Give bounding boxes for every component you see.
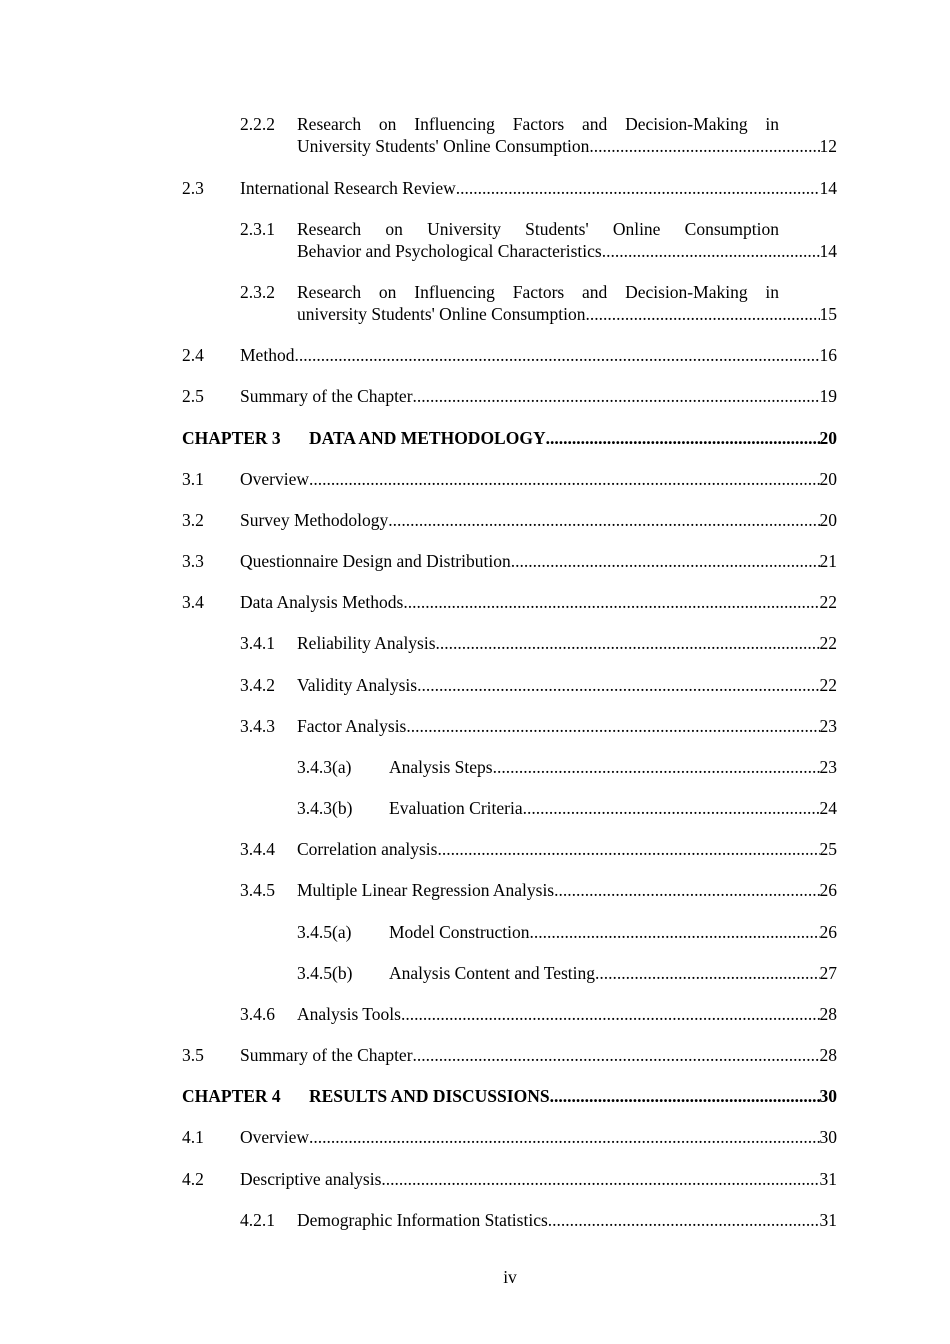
toc-entry-title: International Research Review ..... 14 bbox=[240, 177, 837, 199]
toc-entry-title: Reliability Analysis ..... 22 bbox=[297, 632, 837, 654]
toc-entry-title: Summary of the Chapter ..... 19 bbox=[240, 385, 837, 407]
toc-entry-number: 2.4 bbox=[182, 345, 204, 365]
toc-entry-title: Validity Analysis ..... 22 bbox=[297, 674, 837, 696]
toc-entry-number: 3.4.4 bbox=[240, 839, 275, 859]
toc-entry-title: Model Construction ..... 26 bbox=[389, 921, 837, 943]
toc-entry-number: 2.5 bbox=[182, 386, 204, 406]
toc-entry-title: Analysis Steps ..... 23 bbox=[389, 756, 837, 778]
toc-entry-number: 3.4.3(b) bbox=[297, 798, 353, 818]
toc-entry-number: 3.4.2 bbox=[240, 675, 275, 695]
toc-entry-number: 2.2.2 bbox=[240, 114, 275, 134]
toc-entry-title: Descriptive analysis ..... 31 bbox=[240, 1168, 837, 1190]
toc-page-number: 25 bbox=[819, 839, 837, 859]
toc-page-number: 22 bbox=[819, 592, 837, 612]
toc-page-number: 23 bbox=[819, 716, 837, 736]
toc-page-number: 15 bbox=[819, 304, 837, 324]
toc-entry-title: Analysis Content and Testing ..... 27 bbox=[389, 962, 837, 984]
page-number-footer: iv bbox=[503, 1267, 517, 1287]
toc-entry-title: Demographic Information Statistics ..... 31 bbox=[297, 1209, 837, 1231]
toc-page-number: 12 bbox=[819, 136, 837, 156]
toc-page-number: 20 bbox=[819, 510, 837, 530]
toc-page-number: 31 bbox=[819, 1210, 837, 1230]
toc-entry-title-line2: university Students' Online Consumption ..... 15 bbox=[297, 303, 837, 325]
toc-page-number: 14 bbox=[819, 178, 837, 198]
toc-entry-title-line1: Research on Influencing Factors and Decision-Making in bbox=[297, 114, 779, 134]
toc-entry-title: Questionnaire Design and Distribution ..... 21 bbox=[240, 550, 837, 572]
toc-entry-number: 3.4.3 bbox=[240, 716, 275, 736]
toc-entry-number: 3.3 bbox=[182, 551, 204, 571]
toc-entry-title-line2: University Students' Online Consumption ..... 12 bbox=[297, 135, 837, 157]
toc-page-number: 16 bbox=[819, 345, 837, 365]
toc-page-number: 31 bbox=[819, 1169, 837, 1189]
toc-page-number: 20 bbox=[819, 428, 837, 448]
toc-page-number: 21 bbox=[819, 551, 837, 571]
toc-page-number: 19 bbox=[819, 386, 837, 406]
toc-entry-number: 4.2.1 bbox=[240, 1210, 275, 1230]
toc-page-number: 28 bbox=[819, 1045, 837, 1065]
toc-page-number: 24 bbox=[819, 798, 837, 818]
toc-entry-number: 4.1 bbox=[182, 1127, 204, 1147]
toc-page-number: 20 bbox=[819, 469, 837, 489]
toc-chapter-number: CHAPTER 4 bbox=[182, 1086, 281, 1106]
toc-entry-number: 3.5 bbox=[182, 1045, 204, 1065]
toc-entry-title: Overview ..... 20 bbox=[240, 468, 837, 490]
toc-entry-title-line1: Research on University Students' Online Consumption bbox=[297, 219, 779, 239]
toc-entry-title: Summary of the Chapter ..... 28 bbox=[240, 1044, 837, 1066]
toc-entry-number: 2.3 bbox=[182, 178, 204, 198]
toc-entry-number: 3.4.5 bbox=[240, 880, 275, 900]
toc-entry-number: 2.3.2 bbox=[240, 282, 275, 302]
toc-page-number: 27 bbox=[819, 963, 837, 983]
toc-entry-title: Analysis Tools ..... 28 bbox=[297, 1003, 837, 1025]
toc-entry-title: Survey Methodology ..... 20 bbox=[240, 509, 837, 531]
toc-entry-number: 3.2 bbox=[182, 510, 204, 530]
toc-page-number: 22 bbox=[819, 633, 837, 653]
toc-page-number: 26 bbox=[819, 922, 837, 942]
toc-entry-number: 3.4.3(a) bbox=[297, 757, 352, 777]
toc-chapter-title: DATA AND METHODOLOGY ..... 20 bbox=[309, 427, 837, 449]
toc-entry-number: 4.2 bbox=[182, 1169, 204, 1189]
toc-entry-number: 3.4.6 bbox=[240, 1004, 275, 1024]
toc-entry-number: 3.4.1 bbox=[240, 633, 275, 653]
toc-entry-number: 3.4 bbox=[182, 592, 204, 612]
toc-page-number: 30 bbox=[819, 1086, 837, 1106]
toc-entry-title: Method ..... 16 bbox=[240, 344, 837, 366]
toc-entry-number: 3.1 bbox=[182, 469, 204, 489]
toc-entry-title-line1: Research on Influencing Factors and Decision-Making in bbox=[297, 282, 779, 302]
toc-entry-title: Overview ..... 30 bbox=[240, 1126, 837, 1148]
toc-page-number: 30 bbox=[819, 1127, 837, 1147]
toc-entry-title: Correlation analysis ..... 25 bbox=[297, 838, 837, 860]
toc-chapter-number: CHAPTER 3 bbox=[182, 428, 281, 448]
toc-page-number: 26 bbox=[819, 880, 837, 900]
toc-entry-title: Multiple Linear Regression Analysis ..... 26 bbox=[297, 879, 837, 901]
toc-entry-number: 3.4.5(a) bbox=[297, 922, 352, 942]
toc-entry-title: Data Analysis Methods ..... 22 bbox=[240, 591, 837, 613]
toc-page-number: 23 bbox=[819, 757, 837, 777]
toc-page-number: 28 bbox=[819, 1004, 837, 1024]
toc-entry-number: 2.3.1 bbox=[240, 219, 275, 239]
toc-page-number: 22 bbox=[819, 675, 837, 695]
toc-page-number: 14 bbox=[819, 241, 837, 261]
toc-entry-number: 3.4.5(b) bbox=[297, 963, 353, 983]
toc-entry-title: Factor Analysis ..... 23 bbox=[297, 715, 837, 737]
toc-entry-title-line2: Behavior and Psychological Characteristics ..... 14 bbox=[297, 240, 837, 262]
toc-entry-title: Evaluation Criteria ..... 24 bbox=[389, 797, 837, 819]
toc-chapter-title: RESULTS AND DISCUSSIONS ..... 30 bbox=[309, 1085, 837, 1107]
